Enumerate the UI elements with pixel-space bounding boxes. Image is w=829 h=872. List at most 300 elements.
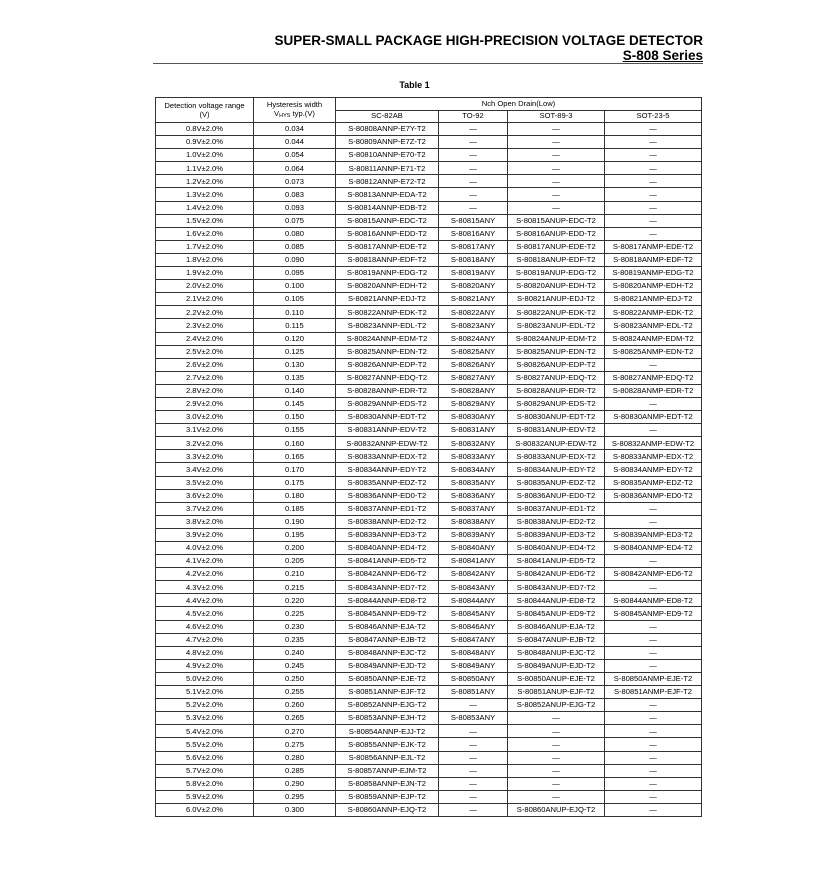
to-92-part-cell: S-80849ANY bbox=[439, 659, 508, 672]
sot-89-3-part-cell: S-80849ANUP-EJD-T2 bbox=[508, 659, 605, 672]
sot-89-3-part-cell: — bbox=[508, 712, 605, 725]
detection-voltage-cell: 5.4V±2.0% bbox=[156, 725, 254, 738]
hysteresis-cell: 0.265 bbox=[254, 712, 336, 725]
detection-voltage-cell: 5.7V±2.0% bbox=[156, 764, 254, 777]
sc-82ab-part-cell: S-80852ANNP-EJG-T2 bbox=[336, 699, 439, 712]
sc-82ab-part-cell: S-80838ANNP-ED2-T2 bbox=[336, 515, 439, 528]
to-92-part-cell: S-80848ANY bbox=[439, 646, 508, 659]
hysteresis-cell: 0.090 bbox=[254, 253, 336, 266]
table-row bbox=[156, 188, 702, 201]
table-row bbox=[156, 319, 702, 332]
to-92-part-cell: S-80815ANY bbox=[439, 214, 508, 227]
sot-23-5-part-cell: S-80842ANMP-ED6-T2 bbox=[605, 568, 702, 581]
hysteresis-width-header bbox=[254, 98, 336, 123]
hysteresis-cell: 0.185 bbox=[254, 502, 336, 515]
sot-23-5-part-cell: S-80819ANMP-EDG-T2 bbox=[605, 267, 702, 280]
detection-voltage-cell: 1.6V±2.0% bbox=[156, 227, 254, 240]
detection-voltage-cell: 4.1V±2.0% bbox=[156, 555, 254, 568]
hysteresis-cell: 0.165 bbox=[254, 450, 336, 463]
sot-89-3-part-cell: S-80833ANUP-EDX-T2 bbox=[508, 450, 605, 463]
table-row bbox=[156, 162, 702, 175]
hysteresis-cell: 0.093 bbox=[254, 201, 336, 214]
sot-89-3-part-cell: S-80845ANUP-ED9-T2 bbox=[508, 607, 605, 620]
hysteresis-cell: 0.145 bbox=[254, 397, 336, 410]
to-92-part-cell: — bbox=[439, 803, 508, 816]
detection-voltage-cell: 4.8V±2.0% bbox=[156, 646, 254, 659]
sc-82ab-part-cell: S-80818ANNP-EDF-T2 bbox=[336, 253, 439, 266]
to-92-part-cell: S-80846ANY bbox=[439, 620, 508, 633]
table-row bbox=[156, 699, 702, 712]
sc-82ab-part-cell: S-80815ANNP-EDC-T2 bbox=[336, 214, 439, 227]
hysteresis-cell: 0.235 bbox=[254, 633, 336, 646]
sot-23-5-part-cell: S-80821ANMP-EDJ-T2 bbox=[605, 293, 702, 306]
detection-voltage-cell: 5.8V±2.0% bbox=[156, 777, 254, 790]
sot-89-3-part-cell: S-80847ANUP-EJB-T2 bbox=[508, 633, 605, 646]
hysteresis-cell: 0.073 bbox=[254, 175, 336, 188]
to-92-part-cell: S-80844ANY bbox=[439, 594, 508, 607]
detection-voltage-cell: 2.6V±2.0% bbox=[156, 358, 254, 371]
sc-82ab-part-cell: S-80859ANNP-EJP-T2 bbox=[336, 790, 439, 803]
output-type-group-header: Nch Open Drain(Low) bbox=[336, 98, 702, 111]
detection-voltage-cell: 1.5V±2.0% bbox=[156, 214, 254, 227]
to-92-part-cell: S-80823ANY bbox=[439, 319, 508, 332]
sot-23-5-part-cell: S-80820ANMP-EDH-T2 bbox=[605, 280, 702, 293]
to-92-part-cell: S-80837ANY bbox=[439, 502, 508, 515]
sot-89-3-part-cell: S-80840ANUP-ED4-T2 bbox=[508, 542, 605, 555]
to-92-part-cell: S-80843ANY bbox=[439, 581, 508, 594]
sc-82ab-part-cell: S-80842ANNP-ED6-T2 bbox=[336, 568, 439, 581]
table-row bbox=[156, 489, 702, 502]
sot-89-3-part-cell: — bbox=[508, 136, 605, 149]
table-row bbox=[156, 240, 702, 253]
table-row bbox=[156, 528, 702, 541]
sot-89-3-part-cell: S-80832ANUP-EDW-T2 bbox=[508, 437, 605, 450]
to-92-part-cell: S-80818ANY bbox=[439, 253, 508, 266]
to-92-part-cell: — bbox=[439, 201, 508, 214]
detection-voltage-cell: 1.4V±2.0% bbox=[156, 201, 254, 214]
detection-voltage-cell: 0.9V±2.0% bbox=[156, 136, 254, 149]
detection-voltage-cell: 2.0V±2.0% bbox=[156, 280, 254, 293]
detection-voltage-cell: 3.1V±2.0% bbox=[156, 424, 254, 437]
sot-89-3-part-cell: S-80860ANUP-EJQ-T2 bbox=[508, 803, 605, 816]
to-92-part-cell: S-80847ANY bbox=[439, 633, 508, 646]
sc-82ab-part-cell: S-80843ANNP-ED7-T2 bbox=[336, 581, 439, 594]
sot-23-5-part-cell: — bbox=[605, 555, 702, 568]
detection-voltage-cell: 3.3V±2.0% bbox=[156, 450, 254, 463]
to-92-part-cell: S-80833ANY bbox=[439, 450, 508, 463]
sc-82ab-part-cell: S-80810ANNP-E70-T2 bbox=[336, 149, 439, 162]
sc-82ab-part-cell: S-80826ANNP-EDP-T2 bbox=[336, 358, 439, 371]
table-row bbox=[156, 646, 702, 659]
sot-89-3-part-cell: S-80818ANUP-EDF-T2 bbox=[508, 253, 605, 266]
sc-82ab-part-cell: S-80854ANNP-EJJ-T2 bbox=[336, 725, 439, 738]
table-row bbox=[156, 764, 702, 777]
sc-82ab-part-cell: S-80839ANNP-ED3-T2 bbox=[336, 528, 439, 541]
sc-82ab-part-cell: S-80846ANNP-EJA-T2 bbox=[336, 620, 439, 633]
detection-voltage-cell: 5.0V±2.0% bbox=[156, 672, 254, 685]
to-92-part-cell: — bbox=[439, 751, 508, 764]
sot-89-3-part-cell: — bbox=[508, 188, 605, 201]
sc-82ab-part-cell: S-80833ANNP-EDX-T2 bbox=[336, 450, 439, 463]
sot-23-5-part-cell: — bbox=[605, 175, 702, 188]
sot-89-3-part-cell: S-80828ANUP-EDR-T2 bbox=[508, 384, 605, 397]
table-row bbox=[156, 738, 702, 751]
to-92-part-cell: S-80830ANY bbox=[439, 411, 508, 424]
detection-voltage-cell: 2.9V±2.0% bbox=[156, 397, 254, 410]
sc-82ab-part-cell: S-80808ANNP-E7Y-T2 bbox=[336, 123, 439, 136]
sot-89-3-part-cell: S-80829ANUP-EDS-T2 bbox=[508, 397, 605, 410]
detection-voltage-cell: 5.3V±2.0% bbox=[156, 712, 254, 725]
table-row bbox=[156, 214, 702, 227]
sc-82ab-part-cell: S-80855ANNP-EJK-T2 bbox=[336, 738, 439, 751]
detection-voltage-cell: 4.3V±2.0% bbox=[156, 581, 254, 594]
hysteresis-cell: 0.105 bbox=[254, 293, 336, 306]
detection-voltage-cell: 1.3V±2.0% bbox=[156, 188, 254, 201]
sot-23-5-part-cell: S-80823ANMP-EDL-T2 bbox=[605, 319, 702, 332]
sc-82ab-part-cell: S-80853ANNP-EJH-T2 bbox=[336, 712, 439, 725]
sot-23-5-part-cell: — bbox=[605, 620, 702, 633]
sot-23-5-part-cell: S-80830ANMP-EDT-T2 bbox=[605, 411, 702, 424]
sc-82ab-part-cell: S-80857ANNP-EJM-T2 bbox=[336, 764, 439, 777]
sot-89-3-part-cell: S-80841ANUP-ED5-T2 bbox=[508, 555, 605, 568]
table-row bbox=[156, 686, 702, 699]
to-92-part-cell: S-80822ANY bbox=[439, 306, 508, 319]
to-92-part-cell: — bbox=[439, 777, 508, 790]
hysteresis-cell: 0.200 bbox=[254, 542, 336, 555]
hysteresis-cell: 0.083 bbox=[254, 188, 336, 201]
table-row bbox=[156, 136, 702, 149]
detection-voltage-cell: 5.1V±2.0% bbox=[156, 686, 254, 699]
table-row bbox=[156, 411, 702, 424]
detection-voltage-cell: 2.4V±2.0% bbox=[156, 332, 254, 345]
to-92-part-cell: S-80850ANY bbox=[439, 672, 508, 685]
hysteresis-cell: 0.295 bbox=[254, 790, 336, 803]
hysteresis-cell: 0.175 bbox=[254, 476, 336, 489]
package-header-sot-89-3: SOT-89-3 bbox=[508, 110, 605, 123]
to-92-part-cell: S-80825ANY bbox=[439, 345, 508, 358]
table-row bbox=[156, 424, 702, 437]
product-table bbox=[155, 97, 702, 817]
sot-89-3-part-cell: S-80821ANUP-EDJ-T2 bbox=[508, 293, 605, 306]
sot-23-5-part-cell: — bbox=[605, 777, 702, 790]
to-92-part-cell: — bbox=[439, 123, 508, 136]
hysteresis-cell: 0.044 bbox=[254, 136, 336, 149]
to-92-part-cell: S-80851ANY bbox=[439, 686, 508, 699]
sc-82ab-part-cell: S-80858ANNP-EJN-T2 bbox=[336, 777, 439, 790]
to-92-part-cell: — bbox=[439, 149, 508, 162]
sot-23-5-part-cell: — bbox=[605, 123, 702, 136]
detection-voltage-header-line1: Detection voltage range bbox=[164, 100, 245, 110]
sot-23-5-part-cell: — bbox=[605, 136, 702, 149]
table-row bbox=[156, 620, 702, 633]
header-divider bbox=[153, 63, 703, 64]
to-92-part-cell: — bbox=[439, 175, 508, 188]
hysteresis-cell: 0.285 bbox=[254, 764, 336, 777]
hysteresis-cell: 0.205 bbox=[254, 555, 336, 568]
hysteresis-cell: 0.180 bbox=[254, 489, 336, 502]
to-92-part-cell: S-80853ANY bbox=[439, 712, 508, 725]
detection-voltage-cell: 2.2V±2.0% bbox=[156, 306, 254, 319]
detection-voltage-cell: 4.2V±2.0% bbox=[156, 568, 254, 581]
table-caption: Table 1 bbox=[399, 80, 430, 90]
sot-23-5-part-cell: S-80825ANMP-EDN-T2 bbox=[605, 345, 702, 358]
table-row bbox=[156, 306, 702, 319]
sot-23-5-part-cell: — bbox=[605, 502, 702, 515]
table-row bbox=[156, 515, 702, 528]
sc-82ab-part-cell: S-80814ANNP-EDB-T2 bbox=[336, 201, 439, 214]
table-row bbox=[156, 332, 702, 345]
sot-89-3-part-cell: S-80837ANUP-ED1-T2 bbox=[508, 502, 605, 515]
to-92-part-cell: S-80828ANY bbox=[439, 384, 508, 397]
detection-voltage-cell: 4.9V±2.0% bbox=[156, 659, 254, 672]
sot-89-3-part-cell: S-80825ANUP-EDN-T2 bbox=[508, 345, 605, 358]
sc-82ab-part-cell: S-80823ANNP-EDL-T2 bbox=[336, 319, 439, 332]
sc-82ab-part-cell: S-80835ANNP-EDZ-T2 bbox=[336, 476, 439, 489]
detection-voltage-cell: 3.7V±2.0% bbox=[156, 502, 254, 515]
detection-voltage-cell: 3.4V±2.0% bbox=[156, 463, 254, 476]
table-row bbox=[156, 568, 702, 581]
hysteresis-cell: 0.250 bbox=[254, 672, 336, 685]
to-92-part-cell: S-80836ANY bbox=[439, 489, 508, 502]
table-row bbox=[156, 607, 702, 620]
sot-89-3-part-cell: — bbox=[508, 777, 605, 790]
sot-89-3-part-cell: S-80846ANUP-EJA-T2 bbox=[508, 620, 605, 633]
table-row bbox=[156, 712, 702, 725]
sc-82ab-part-cell: S-80860ANNP-EJQ-T2 bbox=[336, 803, 439, 816]
hysteresis-cell: 0.225 bbox=[254, 607, 336, 620]
sc-82ab-part-cell: S-80836ANNP-ED0-T2 bbox=[336, 489, 439, 502]
hysteresis-cell: 0.115 bbox=[254, 319, 336, 332]
table-row bbox=[156, 123, 702, 136]
sot-89-3-part-cell: S-80824ANUP-EDM-T2 bbox=[508, 332, 605, 345]
to-92-part-cell: S-80838ANY bbox=[439, 515, 508, 528]
detection-voltage-cell: 3.2V±2.0% bbox=[156, 437, 254, 450]
sc-82ab-part-cell: S-80830ANNP-EDT-T2 bbox=[336, 411, 439, 424]
hysteresis-cell: 0.034 bbox=[254, 123, 336, 136]
hysteresis-cell: 0.075 bbox=[254, 214, 336, 227]
hysteresis-cell: 0.120 bbox=[254, 332, 336, 345]
table-body bbox=[156, 123, 702, 817]
hysteresis-cell: 0.155 bbox=[254, 424, 336, 437]
to-92-part-cell: S-80826ANY bbox=[439, 358, 508, 371]
sc-82ab-part-cell: S-80849ANNP-EJD-T2 bbox=[336, 659, 439, 672]
sc-82ab-part-cell: S-80813ANNP-EDA-T2 bbox=[336, 188, 439, 201]
hysteresis-cell: 0.160 bbox=[254, 437, 336, 450]
to-92-part-cell: S-80835ANY bbox=[439, 476, 508, 489]
hysteresis-cell: 0.195 bbox=[254, 528, 336, 541]
hysteresis-width-header-line1: Hysteresis width bbox=[266, 99, 323, 109]
sot-89-3-part-cell: S-80826ANUP-EDP-T2 bbox=[508, 358, 605, 371]
sot-23-5-part-cell: — bbox=[605, 149, 702, 162]
to-92-part-cell: S-80841ANY bbox=[439, 555, 508, 568]
sot-23-5-part-cell: — bbox=[605, 162, 702, 175]
sot-89-3-part-cell: S-80815ANUP-EDC-T2 bbox=[508, 214, 605, 227]
detection-voltage-cell: 2.8V±2.0% bbox=[156, 384, 254, 397]
sot-89-3-part-cell: S-80820ANUP-EDH-T2 bbox=[508, 280, 605, 293]
sc-82ab-part-cell: S-80809ANNP-E7Z-T2 bbox=[336, 136, 439, 149]
sot-89-3-part-cell: S-80842ANUP-ED6-T2 bbox=[508, 568, 605, 581]
document-title: SUPER-SMALL PACKAGE HIGH-PRECISION VOLTAGE DETECTOR bbox=[274, 33, 703, 48]
detection-voltage-header bbox=[156, 98, 254, 123]
detection-voltage-cell: 1.7V±2.0% bbox=[156, 240, 254, 253]
sot-23-5-part-cell: S-80844ANMP-ED8-T2 bbox=[605, 594, 702, 607]
table-row bbox=[156, 227, 702, 240]
table-row bbox=[156, 581, 702, 594]
sc-82ab-part-cell: S-80847ANNP-EJB-T2 bbox=[336, 633, 439, 646]
detection-voltage-cell: 2.7V±2.0% bbox=[156, 371, 254, 384]
sot-89-3-part-cell: S-80851ANUP-EJF-T2 bbox=[508, 686, 605, 699]
sot-89-3-part-cell: — bbox=[508, 738, 605, 751]
hysteresis-cell: 0.190 bbox=[254, 515, 336, 528]
to-92-part-cell: S-80821ANY bbox=[439, 293, 508, 306]
sot-23-5-part-cell: — bbox=[605, 725, 702, 738]
sot-23-5-part-cell: — bbox=[605, 712, 702, 725]
hysteresis-cell: 0.125 bbox=[254, 345, 336, 358]
hysteresis-cell: 0.130 bbox=[254, 358, 336, 371]
sot-23-5-part-cell: — bbox=[605, 699, 702, 712]
sot-23-5-part-cell: S-80839ANMP-ED3-T2 bbox=[605, 528, 702, 541]
detection-voltage-cell: 1.2V±2.0% bbox=[156, 175, 254, 188]
table-row bbox=[156, 594, 702, 607]
table-row bbox=[156, 803, 702, 816]
sot-23-5-part-cell: — bbox=[605, 214, 702, 227]
sc-82ab-part-cell: S-80848ANNP-EJC-T2 bbox=[336, 646, 439, 659]
sot-23-5-part-cell: — bbox=[605, 646, 702, 659]
detection-voltage-cell: 5.6V±2.0% bbox=[156, 751, 254, 764]
sot-23-5-part-cell: S-80824ANMP-EDM-T2 bbox=[605, 332, 702, 345]
hysteresis-cell: 0.300 bbox=[254, 803, 336, 816]
sot-89-3-part-cell: — bbox=[508, 149, 605, 162]
sot-23-5-part-cell: S-80817ANMP-EDE-T2 bbox=[605, 240, 702, 253]
table-row bbox=[156, 437, 702, 450]
table-row bbox=[156, 463, 702, 476]
detection-voltage-cell: 2.3V±2.0% bbox=[156, 319, 254, 332]
detection-voltage-cell: 5.9V±2.0% bbox=[156, 790, 254, 803]
hysteresis-cell: 0.064 bbox=[254, 162, 336, 175]
table-row bbox=[156, 476, 702, 489]
hysteresis-cell: 0.135 bbox=[254, 371, 336, 384]
detection-voltage-cell: 3.6V±2.0% bbox=[156, 489, 254, 502]
sc-82ab-part-cell: S-80851ANNP-EJF-T2 bbox=[336, 686, 439, 699]
sot-23-5-part-cell: S-80851ANMP-EJF-T2 bbox=[605, 686, 702, 699]
sot-23-5-part-cell: S-80818ANMP-EDF-T2 bbox=[605, 253, 702, 266]
detection-voltage-cell: 1.0V±2.0% bbox=[156, 149, 254, 162]
sc-82ab-part-cell: S-80829ANNP-EDS-T2 bbox=[336, 397, 439, 410]
hysteresis-cell: 0.270 bbox=[254, 725, 336, 738]
to-92-part-cell: — bbox=[439, 790, 508, 803]
sot-23-5-part-cell: S-80835ANMP-EDZ-T2 bbox=[605, 476, 702, 489]
hysteresis-cell: 0.260 bbox=[254, 699, 336, 712]
sot-89-3-part-cell: S-80816ANUP-EDD-T2 bbox=[508, 227, 605, 240]
sc-82ab-part-cell: S-80824ANNP-EDM-T2 bbox=[336, 332, 439, 345]
package-header-to-92: TO-92 bbox=[439, 110, 508, 123]
sot-23-5-part-cell: S-80833ANMP-EDX-T2 bbox=[605, 450, 702, 463]
sot-89-3-part-cell: — bbox=[508, 123, 605, 136]
to-92-part-cell: S-80827ANY bbox=[439, 371, 508, 384]
to-92-part-cell: S-80824ANY bbox=[439, 332, 508, 345]
sot-89-3-part-cell: — bbox=[508, 790, 605, 803]
detection-voltage-cell: 5.5V±2.0% bbox=[156, 738, 254, 751]
to-92-part-cell: S-80816ANY bbox=[439, 227, 508, 240]
sot-23-5-part-cell: — bbox=[605, 633, 702, 646]
detection-voltage-cell: 3.5V±2.0% bbox=[156, 476, 254, 489]
hysteresis-cell: 0.255 bbox=[254, 686, 336, 699]
table-row bbox=[156, 280, 702, 293]
sc-82ab-part-cell: S-80845ANNP-ED9-T2 bbox=[336, 607, 439, 620]
table-row bbox=[156, 542, 702, 555]
sc-82ab-part-cell: S-80834ANNP-EDY-T2 bbox=[336, 463, 439, 476]
detection-voltage-cell: 4.4V±2.0% bbox=[156, 594, 254, 607]
sc-82ab-part-cell: S-80825ANNP-EDN-T2 bbox=[336, 345, 439, 358]
sc-82ab-part-cell: S-80840ANNP-ED4-T2 bbox=[336, 542, 439, 555]
sc-82ab-part-cell: S-80816ANNP-EDD-T2 bbox=[336, 227, 439, 240]
sot-23-5-part-cell: S-80834ANMP-EDY-T2 bbox=[605, 463, 702, 476]
sc-82ab-part-cell: S-80820ANNP-EDH-T2 bbox=[336, 280, 439, 293]
table-row bbox=[156, 555, 702, 568]
sc-82ab-part-cell: S-80837ANNP-ED1-T2 bbox=[336, 502, 439, 515]
table-row bbox=[156, 253, 702, 266]
detection-voltage-cell: 4.5V±2.0% bbox=[156, 607, 254, 620]
table-row bbox=[156, 502, 702, 515]
hysteresis-cell: 0.095 bbox=[254, 267, 336, 280]
detection-voltage-cell: 6.0V±2.0% bbox=[156, 803, 254, 816]
sot-23-5-part-cell: — bbox=[605, 790, 702, 803]
hysteresis-cell: 0.280 bbox=[254, 751, 336, 764]
table-row bbox=[156, 633, 702, 646]
sot-89-3-part-cell: — bbox=[508, 725, 605, 738]
to-92-part-cell: S-80845ANY bbox=[439, 607, 508, 620]
table-row bbox=[156, 201, 702, 214]
sot-89-3-part-cell: S-80850ANUP-EJE-T2 bbox=[508, 672, 605, 685]
detection-voltage-cell: 3.0V±2.0% bbox=[156, 411, 254, 424]
sc-82ab-part-cell: S-80850ANNP-EJE-T2 bbox=[336, 672, 439, 685]
sc-82ab-part-cell: S-80828ANNP-EDR-T2 bbox=[336, 384, 439, 397]
hysteresis-cell: 0.240 bbox=[254, 646, 336, 659]
sot-23-5-part-cell: — bbox=[605, 201, 702, 214]
to-92-part-cell: — bbox=[439, 699, 508, 712]
sot-89-3-part-cell: — bbox=[508, 162, 605, 175]
sot-23-5-part-cell: S-80840ANMP-ED4-T2 bbox=[605, 542, 702, 555]
to-92-part-cell: — bbox=[439, 136, 508, 149]
table-row bbox=[156, 149, 702, 162]
sot-23-5-part-cell: — bbox=[605, 751, 702, 764]
to-92-part-cell: S-80832ANY bbox=[439, 437, 508, 450]
sot-23-5-part-cell: — bbox=[605, 738, 702, 751]
hysteresis-cell: 0.215 bbox=[254, 581, 336, 594]
table-row bbox=[156, 175, 702, 188]
detection-voltage-cell: 4.6V±2.0% bbox=[156, 620, 254, 633]
hysteresis-cell: 0.170 bbox=[254, 463, 336, 476]
detection-voltage-cell: 4.7V±2.0% bbox=[156, 633, 254, 646]
sc-82ab-part-cell: S-80844ANNP-ED8-T2 bbox=[336, 594, 439, 607]
sot-23-5-part-cell: — bbox=[605, 397, 702, 410]
sot-23-5-part-cell: — bbox=[605, 227, 702, 240]
detection-voltage-cell: 1.9V±2.0% bbox=[156, 267, 254, 280]
to-92-part-cell: S-80831ANY bbox=[439, 424, 508, 437]
sot-23-5-part-cell: — bbox=[605, 764, 702, 777]
sc-82ab-part-cell: S-80819ANNP-EDG-T2 bbox=[336, 267, 439, 280]
sc-82ab-part-cell: S-80831ANNP-EDV-T2 bbox=[336, 424, 439, 437]
table-row bbox=[156, 345, 702, 358]
table-row bbox=[156, 790, 702, 803]
table-row bbox=[156, 672, 702, 685]
sot-89-3-part-cell: S-80843ANUP-ED7-T2 bbox=[508, 581, 605, 594]
detection-voltage-cell: 4.0V±2.0% bbox=[156, 542, 254, 555]
sot-23-5-part-cell: S-80822ANMP-EDK-T2 bbox=[605, 306, 702, 319]
hysteresis-cell: 0.210 bbox=[254, 568, 336, 581]
table-row bbox=[156, 725, 702, 738]
to-92-part-cell: — bbox=[439, 764, 508, 777]
